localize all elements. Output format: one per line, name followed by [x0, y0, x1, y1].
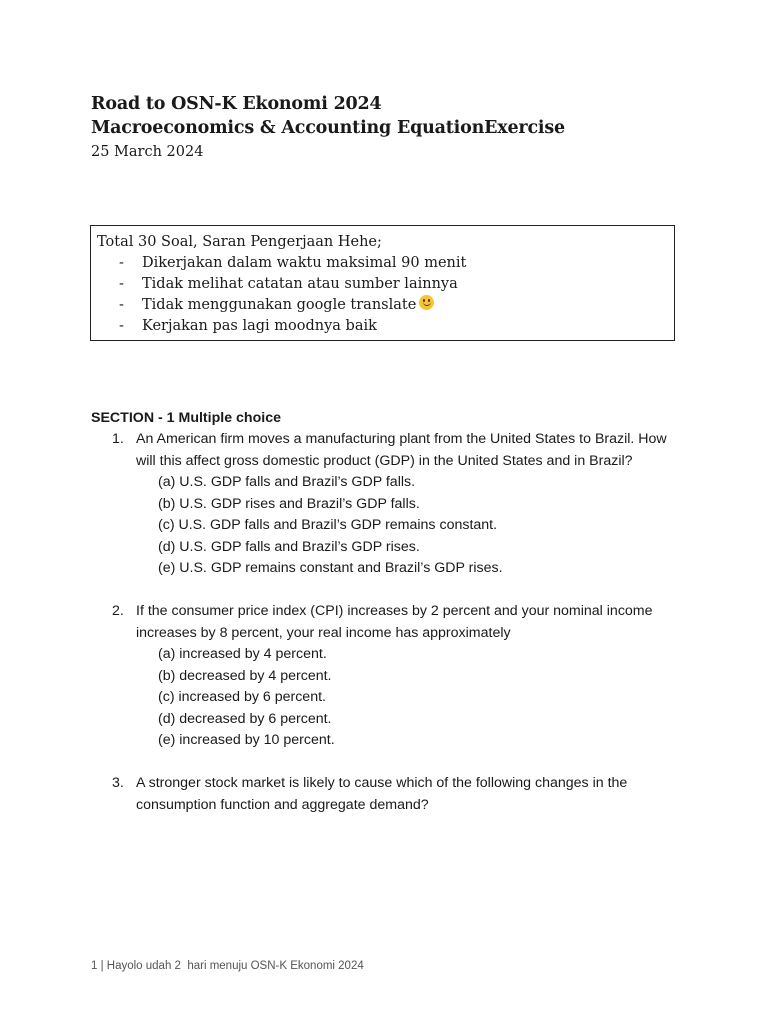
instructions-intro: Total 30 Soal, Saran Pengerjaan Hehe;: [97, 234, 382, 250]
answer-option: (c) increased by 6 percent.: [158, 689, 326, 705]
slightly-smiling-face-icon: [419, 295, 434, 310]
question-text: A stronger stock market is likely to cause which of the following changes in the consumption function and aggregate demand?: [136, 775, 628, 813]
document-title-line-2: Macroeconomics & Accounting EquationExercise: [91, 118, 565, 138]
answer-option: (a) increased by 4 percent.: [158, 646, 327, 662]
instructions-box: [90, 225, 675, 341]
question-text: If the consumer price index (CPI) increases by 2 percent and your nominal income increases by 8 percent, your real income has approximately: [136, 603, 653, 641]
instruction-text: Kerjakan pas lagi moodnya baik: [142, 318, 377, 334]
question-number: 2.: [112, 603, 124, 619]
answer-option: (e) increased by 10 percent.: [158, 732, 335, 748]
question-1: [91, 429, 691, 472]
instruction-text: Dikerjakan dalam waktu maksimal 90 menit: [142, 255, 467, 271]
answer-option: (c) U.S. GDP falls and Brazil’s GDP remains constant.: [158, 517, 498, 533]
section-title: SECTION - 1 Multiple choice: [91, 410, 281, 426]
question-number: 1.: [112, 431, 124, 447]
instruction-item: [97, 274, 674, 295]
instruction-bullet: -: [119, 276, 124, 292]
spacer: [91, 752, 691, 774]
answer-option: (e) U.S. GDP remains constant and Brazil’s GDP rises.: [158, 560, 503, 576]
document-title-line-1: Road to OSN-K Ekonomi 2024: [91, 94, 382, 114]
instruction-item: [97, 295, 674, 316]
answer-option: (b) decreased by 4 percent.: [158, 667, 332, 684]
question-number: 3.: [112, 775, 124, 791]
question-2: [91, 601, 691, 644]
instruction-bullet: -: [119, 297, 124, 313]
document-date: 25 March 2024: [91, 144, 204, 160]
instruction-text: Tidak melihat catatan atau sumber lainnya: [142, 276, 458, 292]
answer-option: (a) U.S. GDP falls and Brazil’s GDP falls.: [158, 474, 416, 490]
instruction-bullet: -: [119, 255, 124, 271]
question-text: An American firm moves a manufacturing plant from the United States to Brazil. How will this affect gross domestic product (GDP) in the United States and in Brazil?: [136, 431, 667, 469]
page-footer: 1 | Hayolo udah 2 hari menuju OSN-K Ekonomi 2024: [91, 960, 364, 972]
question-3: [91, 773, 691, 816]
answer-option: (d) U.S. GDP falls and Brazil’s GDP rises.: [158, 538, 420, 555]
answer-option: (d) decreased by 6 percent.: [158, 710, 332, 727]
instruction-text: Tidak menggunakan google translate: [142, 297, 417, 313]
instruction-item: [97, 253, 674, 274]
instruction-bullet: -: [119, 318, 124, 334]
spacer: [91, 580, 691, 602]
document-header: [91, 92, 691, 163]
instruction-item: [97, 316, 674, 337]
answer-option: (b) U.S. GDP rises and Brazil’s GDP falls.: [158, 495, 420, 512]
multiple-choice-section: [91, 408, 691, 816]
